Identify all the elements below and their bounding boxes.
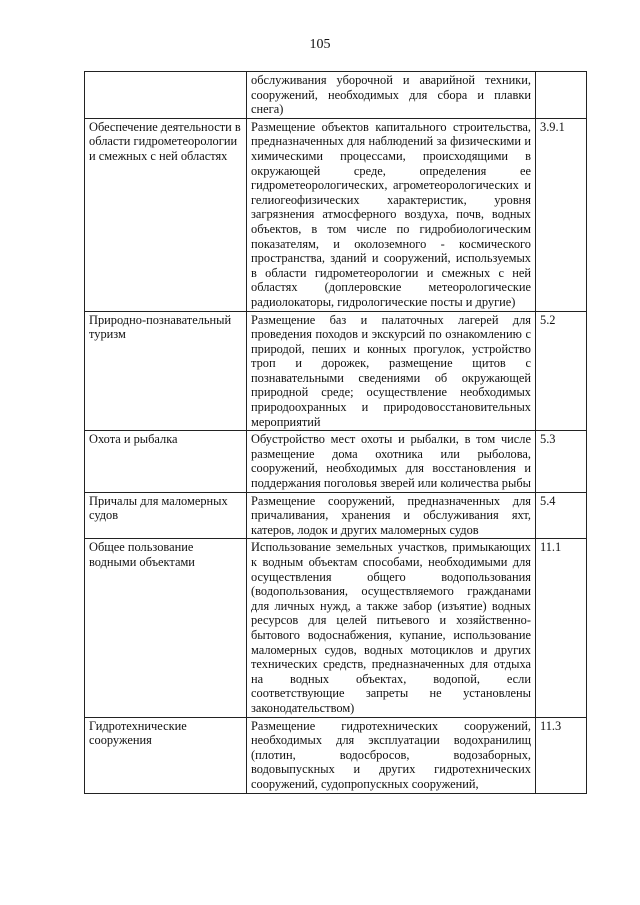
use-type-description: Использование земельных участков, примыкающих к водным объектам способами, необходимыми для осуществления общего водопользования (водопользования, осуществляемого гражданами для личных нужд, а также забор (изъятие) водных ресурсов для целей питьевого и хозяйственно-бытового водоснабжения, купание, использование маломерных судов, водных мотоциклов и других технических средств, предназначенных для отдыха на водных объектах, водопой, если соответствующие запреты не установлены законодательством) (247, 539, 536, 717)
use-type-code: 5.3 (536, 431, 587, 492)
use-type-description: обслуживания уборочной и аварийной техники, сооружений, необходимых для сбора и плавки снега) (247, 72, 536, 119)
table-row (85, 492, 587, 539)
use-type-description: Размещение гидротехнических сооружений, необходимых для эксплуатации водохранилищ (плотин, водосбросов, водозаборных, водовыпускных и других гидротехнических сооружений, судопропускных сооружений, (247, 717, 536, 793)
use-type-name (85, 72, 247, 119)
use-type-description: Размещение баз и палаточных лагерей для проведения походов и экскурсий по ознакомлению с природой, пеших и конных прогулок, устройство троп и дорожек, размещение щитов с познавательными сведениями об окружающей природной среде; осуществление необходимых природоохранных и природовосстановительных мероприятий (247, 311, 536, 431)
use-type-description: Размещение объектов капитального строительства, предназначенных для наблюдений за физическими и химическими процессами, происходящими в окружающей среде, определения ее гидрометеорологических, агрометеорологических и гелиогеофизических характеристик, уровня загрязнения атмосферного воздуха, почв, водных объектов, в том числе по гидробиологическим показателям, и околоземного - космического пространства, зданий и сооружений, используемых в области гидрометеорологии и смежных с ней областях (доплеровские метеорологические радиолокаторы, гидрологические посты и другие) (247, 118, 536, 311)
use-type-name: Обеспечение деятельности в области гидрометеорологии и смежных с ней областях (85, 118, 247, 311)
use-type-code: 3.9.1 (536, 118, 587, 311)
use-type-name: Причалы для маломерных судов (85, 492, 247, 539)
use-type-description: Обустройство мест охоты и рыбалки, в том числе размещение дома охотника или рыболова, сооружений, необходимых для восстановления и поддержания поголовья зверей или количества рыбы (247, 431, 536, 492)
use-type-code: 5.2 (536, 311, 587, 431)
use-type-code: 11.1 (536, 539, 587, 717)
table-row (85, 539, 587, 717)
use-type-code (536, 72, 587, 119)
table-row (85, 118, 587, 311)
table-row (85, 431, 587, 492)
use-type-name: Природно-познавательный туризм (85, 311, 247, 431)
use-type-name: Охота и рыбалка (85, 431, 247, 492)
use-type-description: Размещение сооружений, предназначенных для причаливания, хранения и обслуживания яхт, катеров, лодок и других маломерных судов (247, 492, 536, 539)
table-row (85, 717, 587, 793)
page-number: 105 (309, 37, 331, 52)
use-type-code: 11.3 (536, 717, 587, 793)
use-type-code: 5.4 (536, 492, 587, 539)
table-row (85, 72, 587, 119)
use-type-name: Гидротехнические сооружения (85, 717, 247, 793)
table-row (85, 311, 587, 431)
land-use-table (84, 71, 587, 794)
use-type-name: Общее пользование водными объектами (85, 539, 247, 717)
